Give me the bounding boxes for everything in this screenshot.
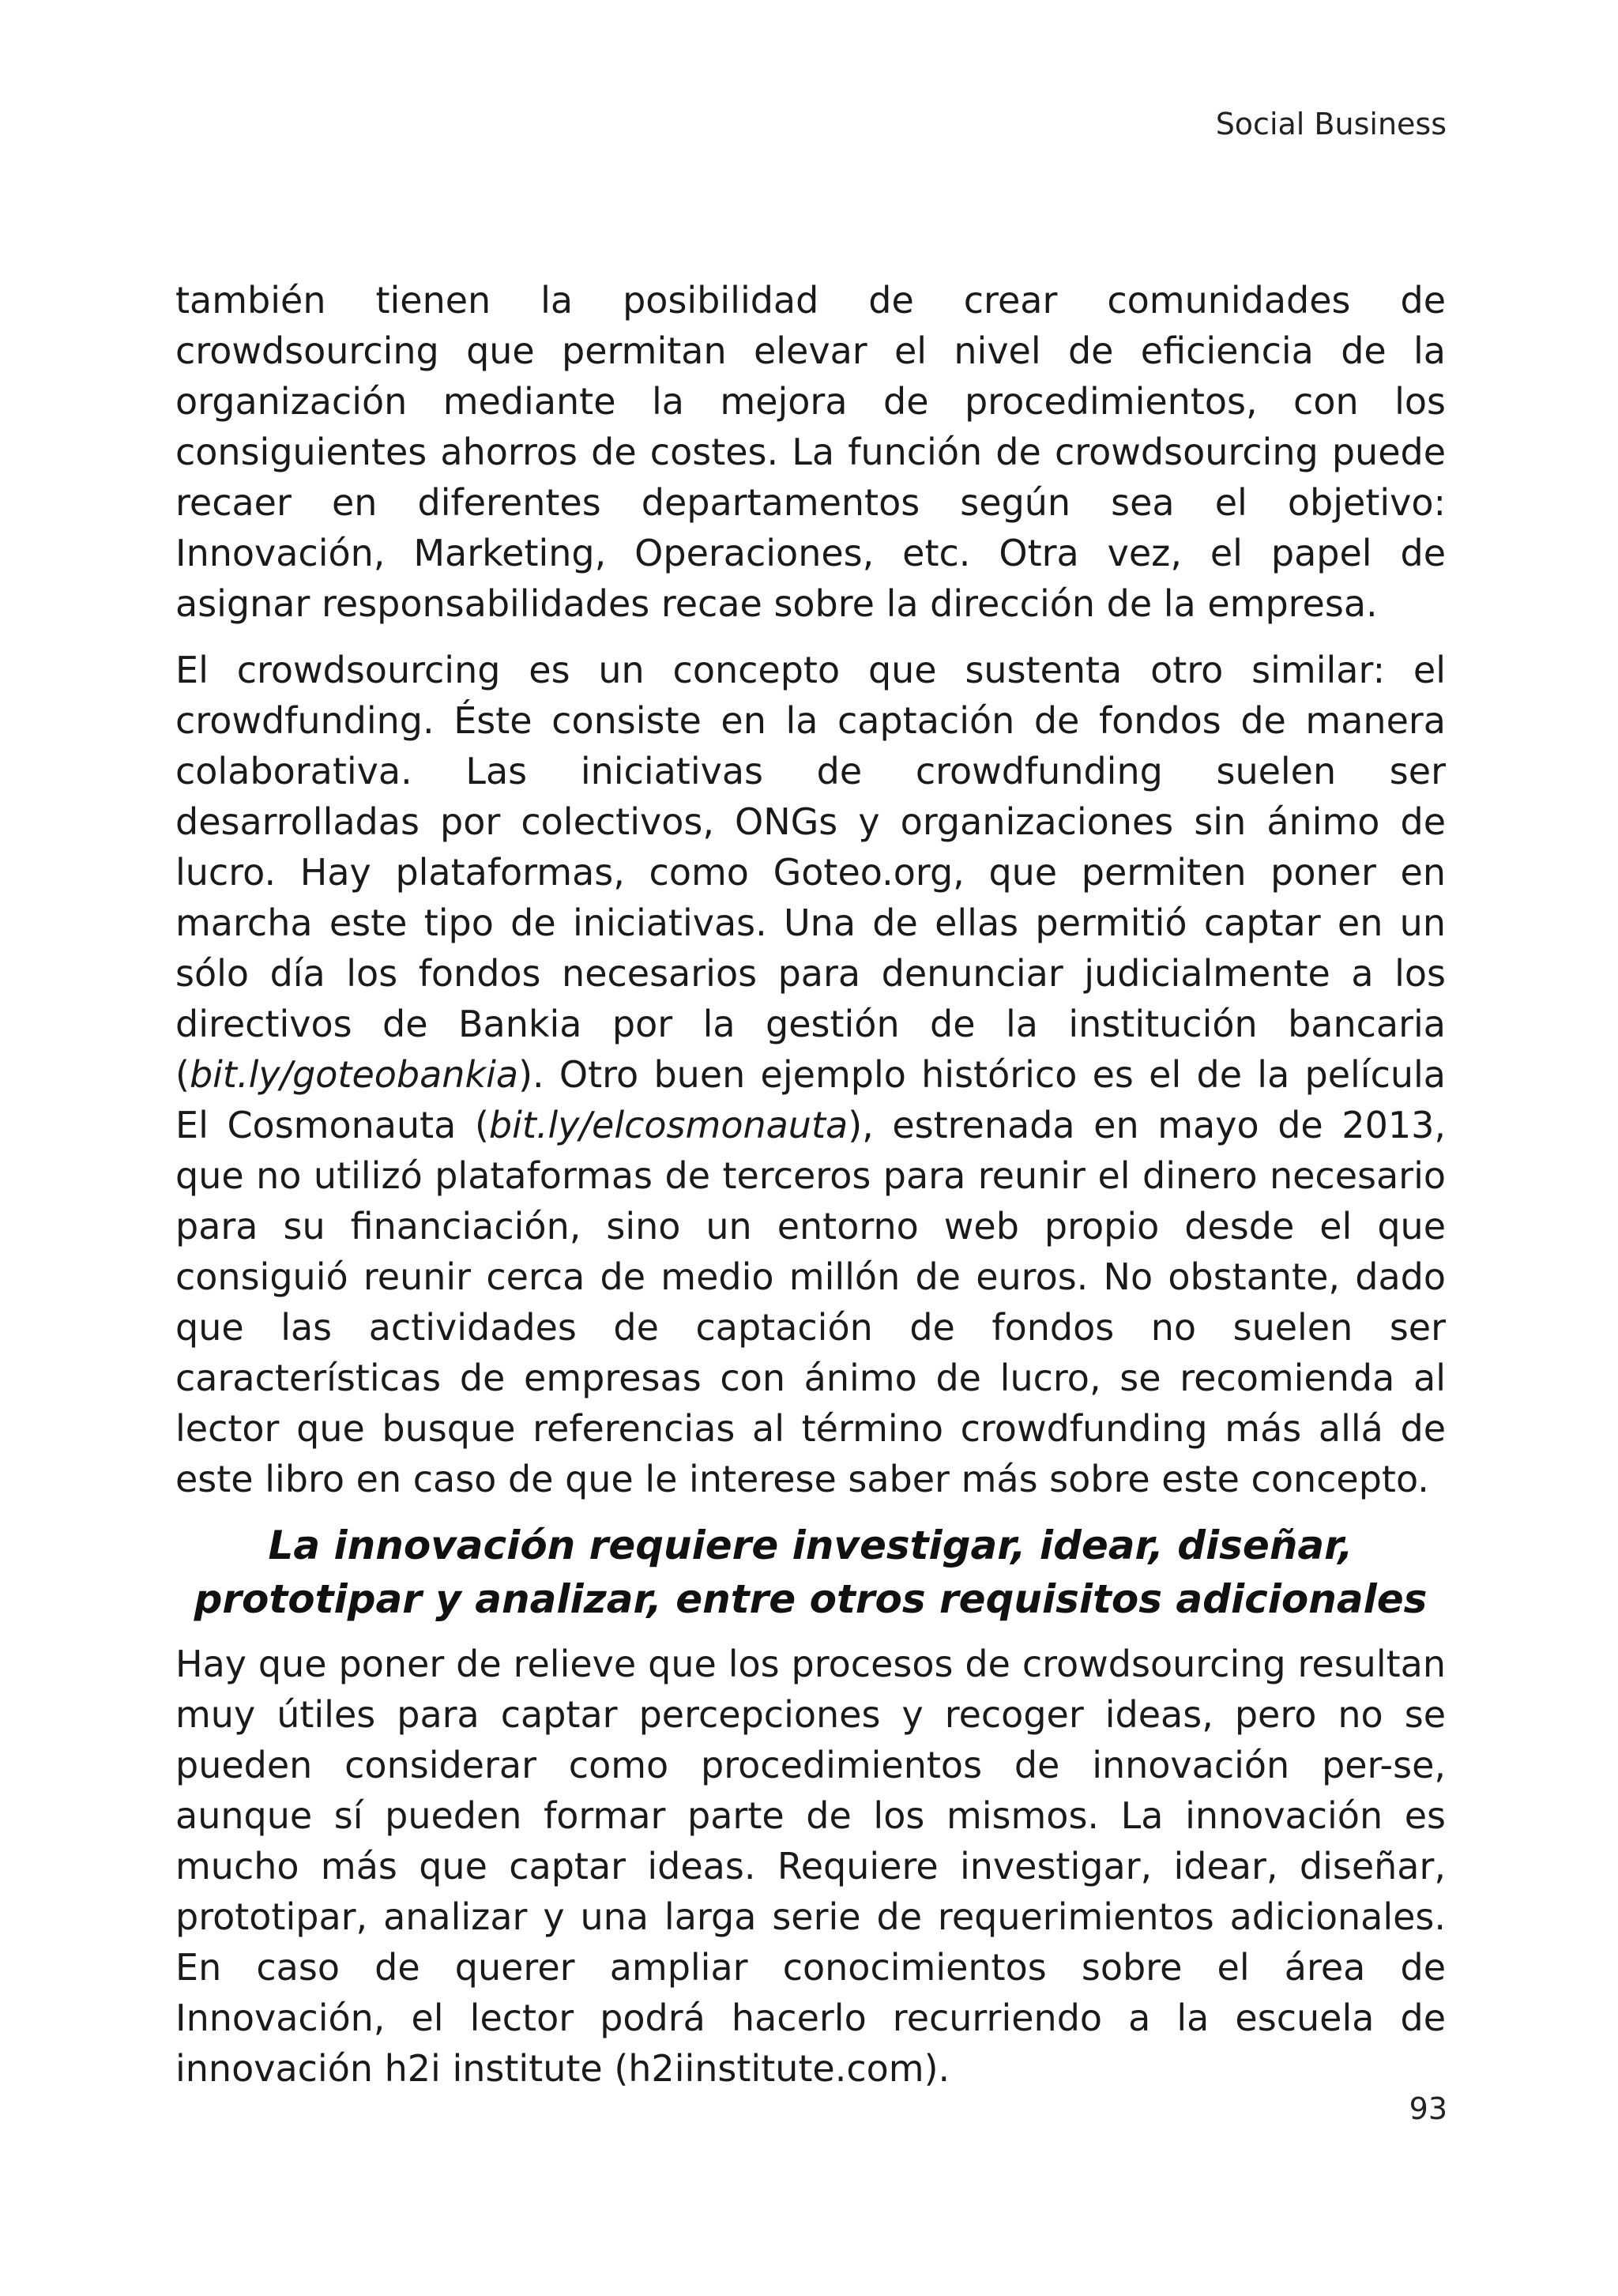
running-header-title: Social Business (1215, 107, 1447, 141)
crowdfunding-text-part-3: ), estrenada en mayo de 2013, que no utilizó plataformas de terceros para reunir el dinero necesario para su financiación, sino un entorno web propio desde el que consiguió reunir cerca de medio millón de euros. No obstante, dado que las actividades de captación de fondos no suelen ser características de empresas con ánimo de lucro, se recomienda al lector que busque referencias al término crowdfunding más allá de este libro en caso de que le interese saber más sobre este concepto. (175, 1104, 1446, 1500)
elcosmonauta-link: bit.ly/elcosmonauta (488, 1104, 849, 1146)
crowdfunding-text-part-1: El crowdsourcing es un concepto que sustenta otro similar: el crowdfunding. Éste consiste en la captación de fondos de manera colaborativa. Las iniciativas de crowdfunding suelen ser desarrolladas por colectivos, ONGs y organizaciones sin ánimo de lucro. Hay plataformas, como Goteo.org, que permiten poner en marcha este tipo de iniciativas. Una de ellas permitió captar en un sólo día los fondos necesarios para denunciar judicialmente a los directivos de Bankia por la gestión de la institución bancaria ( (175, 649, 1446, 1096)
section-heading (175, 1519, 1446, 1626)
page-body (175, 275, 1446, 2094)
section-heading-line-1: La innovación requiere investigar, idear, diseñar, (268, 1523, 1353, 1568)
paragraph-crowdfunding (175, 645, 1446, 1504)
page-number: 93 (1409, 2091, 1447, 2126)
paragraph-innovation: Hay que poner de relieve que los procesos de crowdsourcing resultan muy útiles para captar percepciones y recoger ideas, pero no se pueden considerar como procedimientos de innovación per-se, aunque sí pueden formar parte de los mismos. La innovación es mucho más que captar ideas. Requiere investigar, idear, diseñar, prototipar, analizar y una larga serie de requerimientos adicionales. En caso de querer ampliar conocimientos sobre el área de Innovación, el lector podrá hacerlo recurriendo a la escuela de innovación h2i institute (h2iinstitute.com). (175, 1643, 1446, 2090)
paragraph-crowdsourcing-communities: también tienen la posibilidad de crear comunidades de crowdsourcing que permitan elevar el nivel de eficiencia de la organización mediante la mejora de procedimientos, con los consiguientes ahorros de costes. La función de crowdsourcing puede recaer en diferentes departamentos según sea el objetivo: Innovación, Marketing, Operaciones, etc. Otra vez, el papel de asignar responsabilidades recae sobre la dirección de la empresa. (175, 279, 1446, 625)
section-heading-line-2: prototipar y analizar, entre otros requisitos adicionales (194, 1576, 1428, 1622)
crowdfunding-text-part-2: ). Otro buen ejemplo histórico es el de la película El Cosmonauta ( (175, 1053, 1446, 1146)
goteobankia-link: bit.ly/goteobankia (189, 1053, 519, 1096)
